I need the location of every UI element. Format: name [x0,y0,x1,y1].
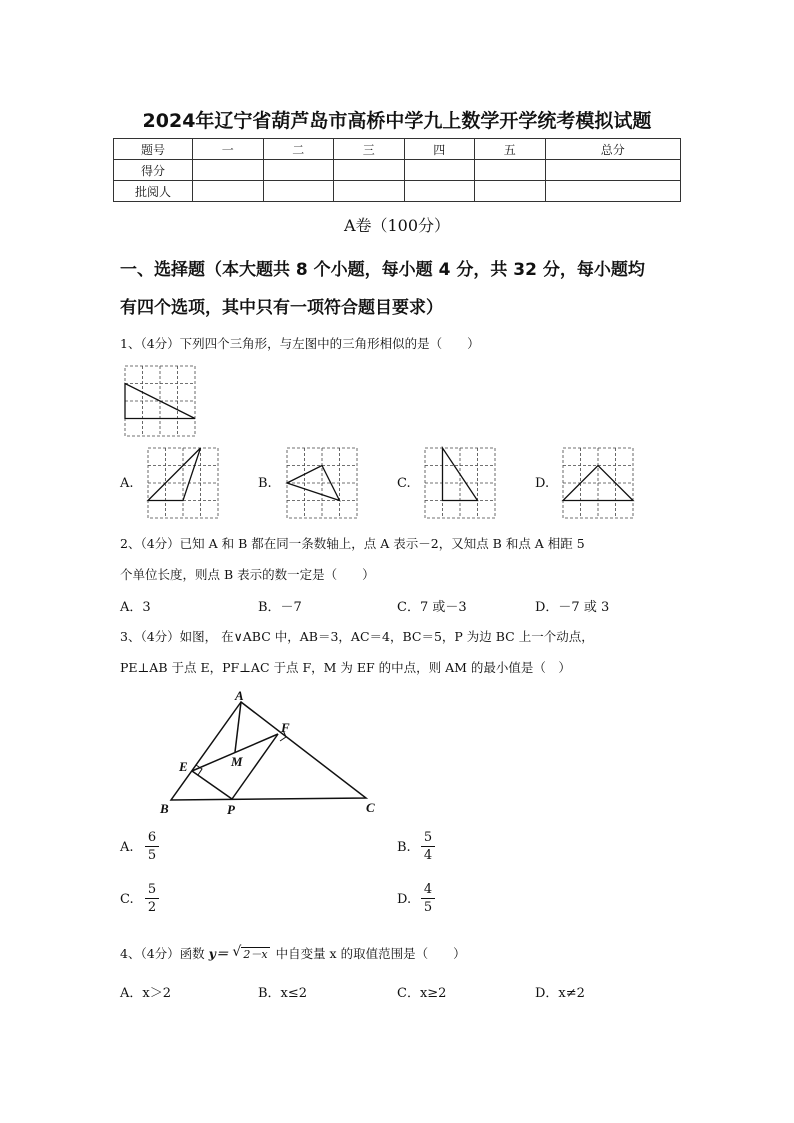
sqrt-sign-icon: √ [232,944,242,960]
score-header-cell: 题号 [114,139,193,160]
score-table-header-row [114,139,681,160]
q2-option-c[interactable]: C．7 或－3 [397,600,467,615]
score-cell[interactable] [404,160,475,181]
score-cell[interactable] [475,181,546,202]
fraction-denominator: 5 [147,848,157,863]
q3-option-b-fraction[interactable] [421,829,435,864]
fraction-numerator: 5 [421,829,435,847]
q1-reference-figure [125,366,195,436]
q1-option-b-figure[interactable] [287,448,357,518]
score-header-cell: 四 [404,139,475,160]
score-row [114,160,681,181]
q3-stem-line1: 3、（4分）如图， 在∨ABC 中，AB＝3，AC＝4，BC＝5，P 为边 BC 上一个动点， [120,629,594,644]
q4-stem-suffix: 中自变量 x 的取值范围是（ ） [275,946,466,961]
segment-pe [192,771,232,799]
reviewer-row [114,181,681,202]
q4-option-c[interactable]: C．x≥2 [397,986,447,1001]
q2-stem-line1: 2、（4分）已知 A 和 B 都在同一条数轴上，点 A 表示－2，又知点 B 和点 A 相距 5 [120,536,585,551]
q3-option-a-label[interactable]: A. [120,840,134,855]
label-p: P [227,802,235,817]
score-row-label: 得分 [114,160,193,181]
label-e: E [179,759,188,774]
q3-option-b-label[interactable]: B. [397,840,411,855]
q3-option-d-fraction[interactable] [421,881,435,916]
q2-option-b[interactable]: B．－7 [258,600,302,615]
label-a: A [235,688,244,703]
section-one-heading-line1: 一、选择题（本大题共 8 个小题，每小题 4 分，共 32 分，每小题均 [120,260,645,280]
q4-sqrt [232,946,269,962]
q4-function: y＝ [208,946,229,961]
q1-option-c-label[interactable]: C. [397,476,411,491]
q4-stem-prefix: 4、（4分）函数 [120,946,205,961]
score-header-cell: 一 [193,139,264,160]
q3-option-d-label[interactable]: D. [397,892,412,907]
q4-option-a[interactable]: A．x＞2 [120,986,171,1001]
score-cell[interactable] [334,181,405,202]
q2-option-a[interactable]: A．3 [120,600,151,615]
q3-triangle-figure [155,690,385,818]
q1-stem: 1、（4分）下列四个三角形，与左图中的三角形相似的是（ ） [120,336,480,351]
label-m: M [231,754,243,769]
score-header-cell: 二 [263,139,334,160]
q4-option-d[interactable]: D．x≠2 [535,986,585,1001]
score-cell[interactable] [193,181,264,202]
exam-title: 2024年辽宁省葫芦岛市高桥中学九上数学开学统考模拟试题 [142,110,652,132]
fraction-numerator: 6 [145,829,159,847]
q1-option-a-label[interactable]: A. [120,476,134,491]
score-cell[interactable] [404,181,475,202]
fraction-numerator: 4 [421,881,435,899]
fraction-numerator: 5 [145,881,159,899]
q4-radicand: 2－x [243,948,268,961]
section-a-heading: A卷（100分） [343,216,451,235]
label-b: B [160,801,169,816]
q3-stem-line2: PE⊥AB 于点 E，PF⊥AC 于点 F，M 为 EF 的中点，则 AM 的最小值是（ ） [120,660,571,675]
q1-option-d-label[interactable]: D. [535,476,550,491]
label-c: C [366,800,375,815]
q1-option-d-figure[interactable] [563,448,633,518]
label-f: F [281,720,290,735]
triangle-abc [171,702,366,800]
fraction-denominator: 4 [423,848,433,863]
section-one-heading-line2: 有四个选项，其中只有一项符合题目要求） [120,298,443,318]
q4-option-b[interactable]: B．x≤2 [258,986,308,1001]
q3-option-a-fraction[interactable] [145,829,159,864]
score-header-cell: 三 [334,139,405,160]
score-cell[interactable] [475,160,546,181]
fraction-denominator: 5 [423,900,433,915]
score-header-cell: 总分 [545,139,681,160]
reviewer-row-label: 批阅人 [114,181,193,202]
q1-option-b-label[interactable]: B. [258,476,272,491]
q4-stem [120,944,466,962]
fraction-denominator: 2 [147,900,157,915]
q2-option-d[interactable]: D．－7 或 3 [535,600,610,615]
score-cell[interactable] [545,160,681,181]
score-cell[interactable] [263,160,334,181]
score-table [113,138,681,202]
q1-option-c-figure[interactable] [425,448,495,518]
q2-stem-line2: 个单位长度，则点 B 表示的数一定是（ ） [120,567,375,582]
score-header-cell: 五 [475,139,546,160]
q3-option-c-label[interactable]: C. [120,892,134,907]
score-cell[interactable] [263,181,334,202]
q1-option-a-figure[interactable] [148,448,218,518]
q3-option-c-fraction[interactable] [145,881,159,916]
score-cell[interactable] [545,181,681,202]
score-cell[interactable] [193,160,264,181]
score-cell[interactable] [334,160,405,181]
